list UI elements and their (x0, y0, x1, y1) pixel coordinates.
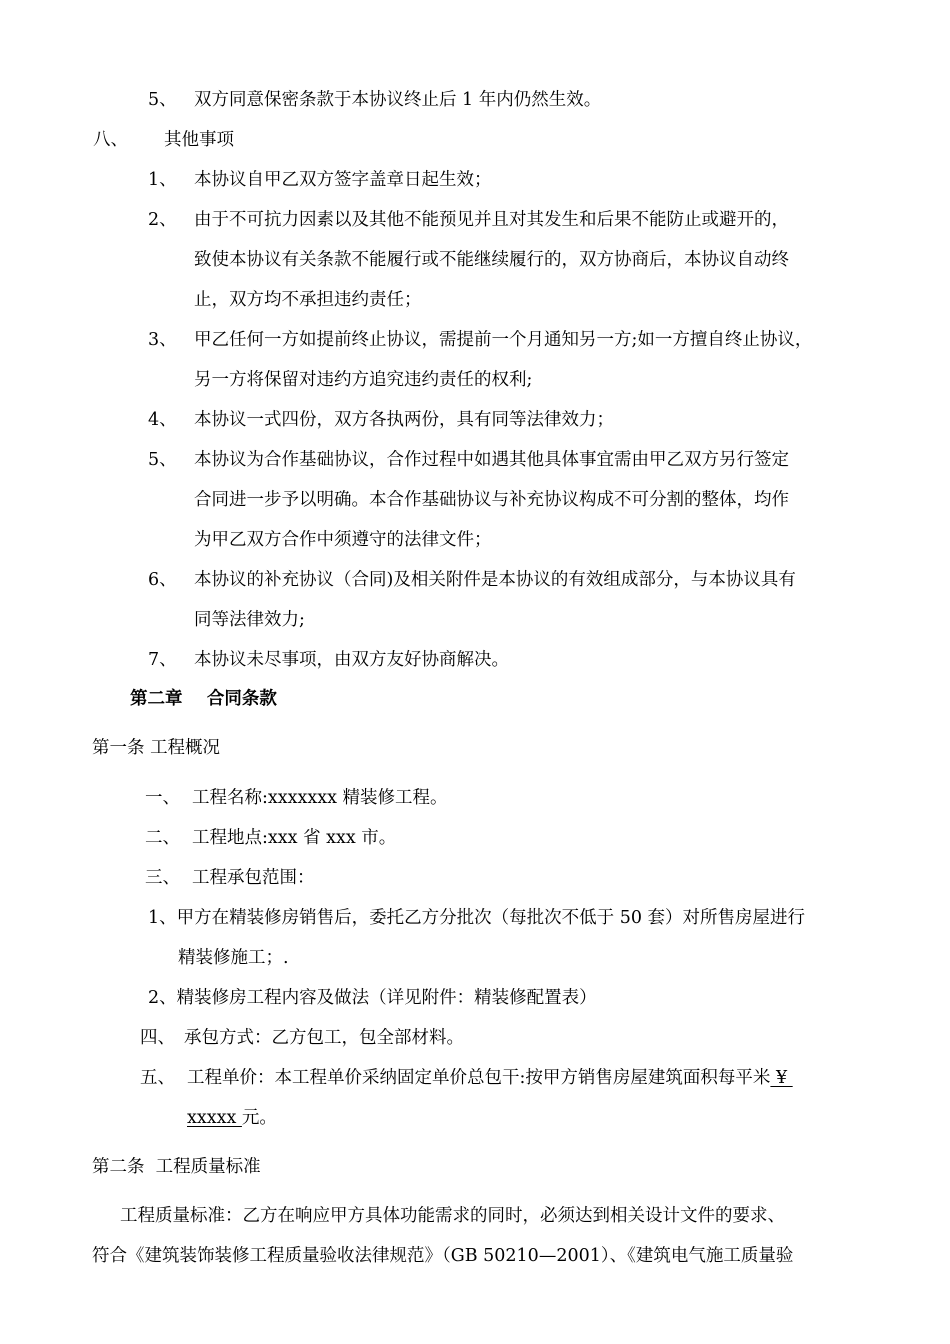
clause-text: 工程承包范围： (192, 868, 315, 888)
clause-text: 同等法律效力; (194, 610, 305, 630)
list-number: 5、 (148, 450, 177, 470)
unit-price-value: xxxxx (187, 1108, 242, 1128)
list-number: 四、 (140, 1028, 175, 1048)
clause-text: 致使本协议有关条款不能履行或不能继续履行的，双方协商后，本协议自动终 (194, 250, 789, 270)
clause-text: 双方同意保密条款于本协议终止后 1 年内仍然生效。 (194, 90, 602, 110)
clause-text: 本协议为合作基础协议，合作过程中如遇其他具体事宜需由甲乙双方另行签定 (194, 450, 789, 470)
clause-text (187, 1066, 793, 1090)
sub-clause-text: 精装修施工；. (178, 948, 289, 968)
article-title: 第二条 工程质量标准 (92, 1157, 261, 1177)
list-number: 6、 (148, 570, 177, 590)
clause-text: 另一方将保留对违约方追究违约责任的权利; (194, 370, 533, 390)
sub-clause-text: 1、甲方在精装修房销售后，委托乙方分批次（每批次不低于 50 套）对所售房屋进行 (148, 908, 806, 928)
clause-text: 合同进一步予以明确。本合作基础协议与补充协议构成不可分割的整体，均作 (194, 490, 789, 510)
list-number: 1、 (148, 170, 177, 190)
clause-text: 本协议未尽事项，由双方友好协商解决。 (194, 650, 509, 670)
clause-text (187, 1106, 277, 1130)
clause-text: 由于不可抗力因素以及其他不能预见并且对其发生和后果不能防止或避开的， (194, 210, 789, 230)
list-number: 5、 (148, 90, 177, 110)
chapter-heading: 第二章 合同条款 (130, 689, 277, 709)
list-number: 三、 (145, 868, 180, 888)
list-number: 五、 (140, 1068, 175, 1088)
list-number: 3、 (148, 330, 177, 350)
clause-text: 止，双方均不承担违约责任； (194, 290, 422, 310)
sub-clause-text: 2、精装修房工程内容及做法（详见附件：精装修配置表） (148, 988, 597, 1008)
currency-symbol: ¥ (770, 1068, 793, 1088)
unit-price-unit: 元。 (241, 1108, 277, 1128)
unit-price-text: 工程单价：本工程单价采纳固定单价总包干:按甲方销售房屋建筑面积每平米 (187, 1068, 771, 1088)
list-number: 一、 (145, 788, 180, 808)
clause-text: 为甲乙双方合作中须遵守的法律文件； (194, 530, 492, 550)
paragraph-text: 工程质量标准：乙方在响应甲方具体功能需求的同时，必须达到相关设计文件的要求、 (120, 1206, 785, 1226)
clause-text: 本协议自甲乙双方签字盖章日起生效； (194, 170, 492, 190)
clause-text: 工程名称:xxxxxxx 精装修工程。 (192, 788, 448, 808)
clause-text: 本协议一式四份，双方各执两份，具有同等法律效力； (194, 410, 614, 430)
list-number: 2、 (148, 210, 177, 230)
list-number: 二、 (145, 828, 180, 848)
clause-text: 甲乙任何一方如提前终止协议，需提前一个月通知另一方;如一方擅自终止协议， (194, 330, 813, 350)
section-title: 其他事项 (164, 130, 234, 150)
clause-text: 本协议的补充协议（合同)及相关附件是本协议的有效组成部分，与本协议具有 (194, 570, 796, 590)
article-title: 第一条 工程概况 (92, 738, 221, 758)
section-number: 八、 (93, 130, 128, 150)
paragraph-text: 符合《建筑装饰装修工程质量验收法律规范》（GB 50210—2001）、《建筑电气施工质量验 (92, 1246, 794, 1266)
list-number: 7、 (148, 650, 177, 670)
clause-text: 承包方式：乙方包工，包全部材料。 (184, 1028, 464, 1048)
clause-text: 工程地点:xxx 省 xxx 市。 (192, 828, 397, 848)
list-number: 4、 (148, 410, 177, 430)
